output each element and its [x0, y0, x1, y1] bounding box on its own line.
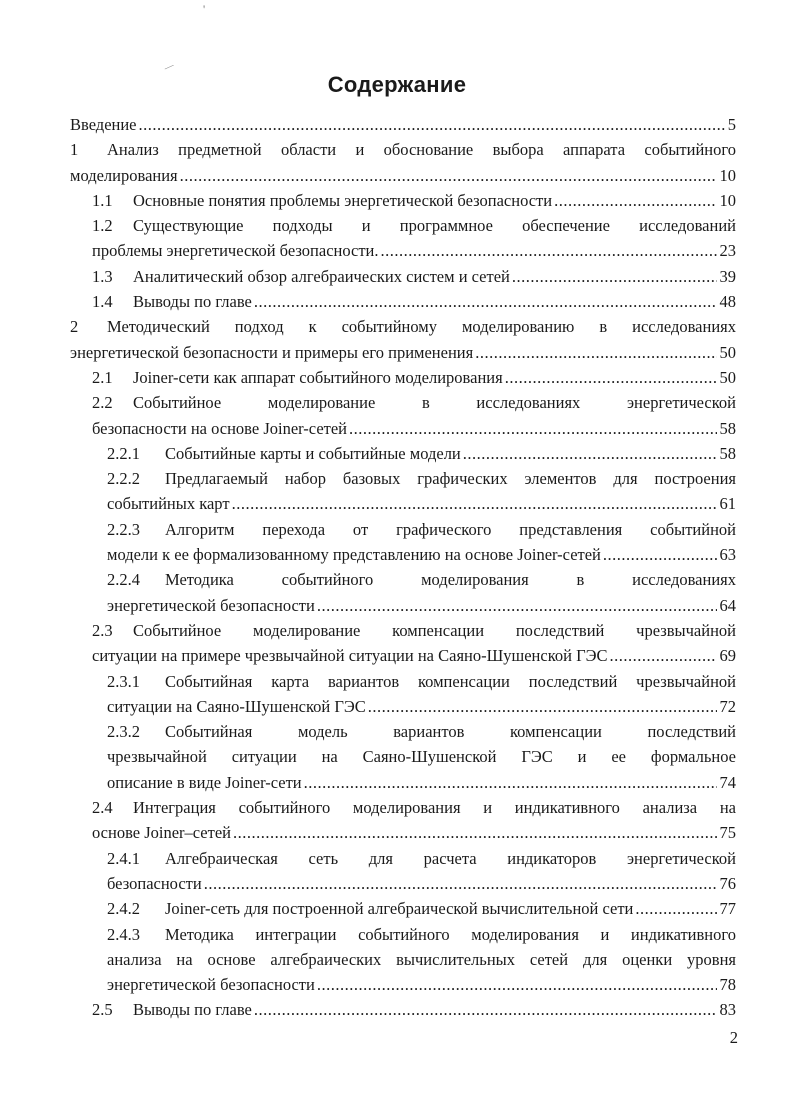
toc-entry-page: 78 [719, 975, 736, 995]
toc-entry[interactable] [92, 289, 736, 314]
toc-entry-number: 2.4.2 [107, 899, 140, 919]
toc-entry-title: событийных карт [107, 494, 230, 514]
toc-entry[interactable] [107, 922, 736, 998]
toc-entry-line [92, 264, 736, 289]
toc-entry-title: Аналитический обзор алгебраических систем и сетей [133, 266, 510, 286]
dot-leader [317, 972, 717, 997]
toc-entry-title: безопасности [107, 873, 202, 893]
toc-entry-number: 2.2 [92, 393, 113, 413]
toc-entry-title: Событийное моделирование компенсации последствий чрезвычайной [133, 620, 736, 640]
toc-entry-page: 77 [719, 899, 736, 919]
toc-entry-title: Основные понятия проблемы энергетической безопасности [133, 190, 553, 210]
page-number: 2 [729, 1028, 738, 1047]
toc-entry[interactable] [107, 567, 736, 618]
toc-entry-page: 63 [719, 545, 736, 565]
toc-entry-title: Интеграция событийного моделирования и индикативного анализа на [133, 798, 736, 818]
toc-entry-line [107, 972, 736, 997]
toc-entry-title: энергетической безопасности и примеры его применения [70, 342, 474, 362]
toc-entry-page: 74 [719, 772, 736, 792]
toc-entry-number: 2.4 [92, 798, 113, 818]
toc-entry-line [107, 567, 736, 592]
toc-entry-line [92, 213, 736, 238]
toc-entry-title: Алгоритм перехода от графического представления событийной [165, 519, 736, 539]
toc-entry-number: 2.5 [92, 1000, 113, 1020]
toc-entry-line [107, 517, 736, 542]
toc-entry-number: 1.1 [92, 190, 113, 210]
toc-entry-title: Введение [70, 115, 137, 134]
toc-entry-line [107, 871, 736, 896]
toc-entry-line [92, 997, 736, 1022]
toc-entry-title: Анализ предметной области и обоснование выбора аппарата событийного [107, 140, 736, 160]
toc-entry-title: описание в виде Joiner-сети [107, 772, 302, 792]
toc-entry-title: ситуации на Саяно-Шушенской ГЭС [107, 696, 366, 716]
toc-entry-page: 50 [719, 367, 736, 387]
toc-entry-line [92, 618, 736, 643]
toc-entry[interactable] [107, 669, 736, 720]
toc-entry-page: 10 [719, 190, 736, 210]
toc-entry-line [92, 795, 736, 820]
toc-entry-page: 75 [719, 823, 736, 843]
toc-entry-line [107, 491, 736, 516]
dot-leader [254, 997, 717, 1022]
dot-leader [232, 491, 717, 516]
toc-entry-line [107, 770, 736, 795]
toc-entry-number: 1.2 [92, 216, 113, 236]
toc-entry-title: Событийное моделирование в исследованиях энергетической [133, 393, 736, 413]
toc-entry-number: 2.2.4 [107, 570, 140, 590]
toc-entry[interactable] [92, 213, 736, 264]
toc-entry-page: 64 [719, 595, 736, 615]
toc-entry-title: Выводы по главе [133, 292, 252, 312]
toc-entry-title: основе Joiner–сетей [92, 823, 231, 843]
toc-entry[interactable] [92, 390, 736, 441]
toc-entry-page: 72 [719, 696, 736, 716]
toc-entry[interactable] [70, 314, 736, 365]
toc-entry[interactable] [92, 795, 736, 846]
toc-entry-line [92, 365, 736, 390]
scan-mark: ' [203, 2, 206, 16]
toc-entry-line [107, 922, 736, 947]
toc-entry-page: 5 [727, 115, 736, 134]
dot-leader [475, 340, 716, 365]
toc-entry-page: 69 [719, 646, 736, 666]
toc-entry-page: 50 [719, 342, 736, 362]
toc-entry[interactable] [107, 896, 736, 921]
toc-entry-title: Методика событийного моделирования в исследованиях [165, 570, 736, 590]
dot-leader [304, 770, 717, 795]
dot-leader [368, 694, 717, 719]
toc-entry-number: 2.2.2 [107, 469, 140, 489]
toc-entry-page: 39 [719, 266, 736, 286]
toc-entry-title: анализа на основе алгебраических вычислительных сетей для оценки уровня [107, 949, 736, 969]
toc-entry-line [107, 593, 736, 618]
toc-entry[interactable] [107, 441, 736, 466]
toc-entry-title: проблемы энергетической безопасности. [92, 241, 379, 261]
toc-entry-title: Joiner-сеть для построенной алгебраической вычислительной сети [165, 899, 634, 919]
dot-leader [505, 365, 717, 390]
dot-leader [233, 820, 717, 845]
toc-entry-line [92, 390, 736, 415]
toc-entry-title: ситуации на примере чрезвычайной ситуации на Саяно-Шушенской ГЭС [92, 646, 608, 666]
toc-entry-page: 48 [719, 292, 736, 312]
toc-entry-page: 23 [719, 241, 736, 261]
dot-leader [180, 163, 717, 188]
toc-entry-title: моделирования [70, 165, 178, 185]
toc-entry-number: 2.3.1 [107, 671, 140, 691]
toc-entry-title: Событийные карты и событийные модели [165, 443, 461, 463]
toc-entry[interactable] [92, 264, 736, 289]
toc-entry-number: 2.3.2 [107, 722, 140, 742]
toc-entry[interactable] [92, 365, 736, 390]
toc-entry-number: 2.1 [92, 367, 113, 387]
toc-entry[interactable] [107, 466, 736, 517]
toc-entry-line [70, 137, 736, 162]
toc-entry[interactable] [70, 112, 736, 137]
toc-entry-page: 76 [719, 873, 736, 893]
page-title: Содержание [327, 72, 467, 97]
dot-leader [139, 112, 725, 137]
toc-entry-line [107, 947, 736, 972]
toc-entry-title: Предлагаемый набор базовых графических элементов для построения [165, 469, 736, 489]
toc-entry-number: 2.4.1 [107, 848, 140, 868]
toc-entry-line [107, 896, 736, 921]
dot-leader [610, 643, 717, 668]
toc-entry-title: Выводы по главе [133, 1000, 252, 1020]
toc-entry-line [70, 112, 736, 137]
table-of-contents [70, 112, 736, 1023]
toc-entry-title: энергетической безопасности [107, 975, 315, 995]
toc-entry-title: Событийная карта вариантов компенсации последствий чрезвычайной [165, 671, 736, 691]
toc-entry[interactable] [92, 997, 736, 1022]
toc-entry[interactable] [107, 719, 736, 795]
dot-leader [381, 238, 717, 263]
toc-entry-line [107, 669, 736, 694]
dot-leader [204, 871, 717, 896]
toc-entry-title: энергетической безопасности [107, 595, 315, 615]
toc-entry-line [107, 694, 736, 719]
dot-leader [317, 593, 717, 618]
toc-entry-number: 2.4.3 [107, 924, 140, 944]
toc-entry-number: 1.3 [92, 266, 113, 286]
toc-entry-title: Joiner-сети как аппарат событийного моделирования [133, 367, 503, 387]
toc-entry-line [107, 542, 736, 567]
dot-leader [512, 264, 717, 289]
toc-entry-line [70, 314, 736, 339]
toc-entry[interactable] [92, 188, 736, 213]
toc-entry-line [92, 416, 736, 441]
toc-entry-line [107, 719, 736, 744]
dot-leader [603, 542, 717, 567]
toc-entry[interactable] [92, 618, 736, 669]
toc-entry-title: безопасности на основе Joiner-сетей [92, 418, 348, 438]
toc-entry-title: Алгебраическая сеть для расчета индикаторов энергетической [165, 848, 736, 868]
toc-entry-line [107, 744, 736, 769]
dot-leader [254, 289, 717, 314]
toc-entry-title: Событийная модель вариантов компенсации последствий [165, 722, 736, 742]
toc-entry-title: Методика интеграции событийного моделирования и индикативного [165, 924, 736, 944]
toc-entry-number: 2 [70, 317, 79, 337]
toc-entry-number: 2.2.3 [107, 519, 140, 539]
toc-entry[interactable] [70, 137, 736, 188]
toc-entry-page: 83 [719, 1000, 736, 1020]
scan-mark: ⁄ [164, 60, 174, 74]
toc-entry-line [92, 289, 736, 314]
toc-entry-title: Методический подход к событийному моделированию в исследованиях [107, 317, 736, 337]
toc-entry-number: 2.2.1 [107, 443, 140, 463]
toc-entry-title: Существующие подходы и программное обеспечение исследований [133, 216, 736, 236]
dot-leader [463, 441, 717, 466]
toc-entry[interactable] [107, 517, 736, 568]
toc-entry-page: 58 [719, 443, 736, 463]
toc-entry-line [70, 163, 736, 188]
toc-entry-line [107, 846, 736, 871]
toc-entry-line [92, 238, 736, 263]
toc-entry-line [70, 340, 736, 365]
toc-entry-number: 1 [70, 140, 79, 160]
dot-leader [635, 896, 716, 921]
toc-entry-page: 10 [719, 165, 736, 185]
dot-leader [554, 188, 716, 213]
toc-entry-number: 2.3 [92, 620, 113, 640]
toc-entry-page: 61 [719, 494, 736, 514]
toc-entry-line [107, 466, 736, 491]
toc-entry-page: 58 [719, 418, 736, 438]
toc-entry-line [107, 441, 736, 466]
toc-entry-title: чрезвычайной ситуации на Саяно-Шушенской ГЭС и ее формальное [107, 747, 736, 767]
toc-entry-number: 1.4 [92, 292, 113, 312]
toc-entry-line [92, 820, 736, 845]
toc-entry[interactable] [107, 846, 736, 897]
toc-entry-line [92, 643, 736, 668]
toc-entry-line [92, 188, 736, 213]
toc-entry-title: модели к ее формализованному представлению на основе Joiner-сетей [107, 545, 601, 565]
dot-leader [349, 416, 716, 441]
